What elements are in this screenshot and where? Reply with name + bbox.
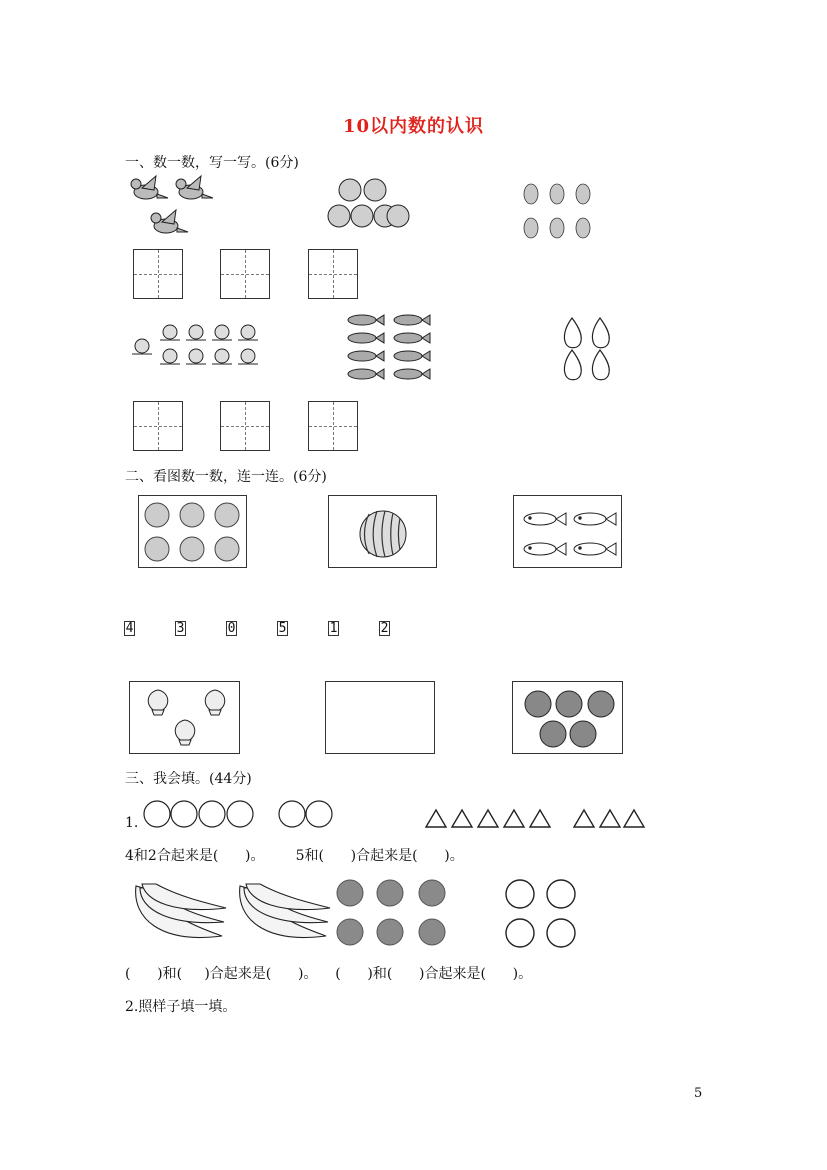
digit-card[interactable]: 5	[278, 621, 287, 636]
apple-icon-group	[513, 682, 624, 755]
triangle-icon-group	[424, 808, 646, 830]
answer-box[interactable]	[308, 401, 358, 451]
fish-icon-group	[514, 496, 623, 569]
digit-card[interactable]: 0	[227, 621, 236, 636]
digit-card[interactable]: 2	[380, 621, 389, 636]
picture-frame	[138, 495, 247, 568]
pear-icon-group	[560, 316, 614, 382]
section-2-heading: 二、看图数一数，连一连。(6分)	[125, 469, 327, 485]
empty-picture-frame	[325, 681, 435, 754]
question-2: 2.照样子填一填。	[125, 999, 237, 1015]
apple-icon-group	[328, 176, 410, 232]
circle-icon-group	[504, 878, 578, 950]
page-number: 5	[694, 1086, 703, 1101]
section-3-heading: 三、我会填。(44分)	[125, 771, 252, 787]
section-1-heading: 一、数一数，写一写。(6分)	[125, 155, 299, 171]
answer-box[interactable]	[220, 401, 270, 451]
bird-icon-group	[128, 174, 223, 240]
picture-frame	[513, 495, 622, 568]
watermelon-icon	[329, 496, 438, 569]
pineapple-icon-group	[520, 181, 594, 243]
question-1-line-2: ( )和( )合起来是( )。 ( )和( )合起来是( )。	[125, 966, 533, 982]
snail-icon-group	[128, 322, 258, 370]
question-1-number: 1.	[125, 815, 139, 831]
digit-card[interactable]: 3	[176, 621, 185, 636]
answer-box[interactable]	[133, 249, 183, 299]
picture-frame	[129, 681, 240, 754]
page-title: 10以内数的认识	[342, 116, 485, 137]
answer-box[interactable]	[133, 401, 183, 451]
question-1-line-1: 4和2合起来是( )。 5和( )合起来是( )。	[125, 848, 464, 864]
digit-card[interactable]: 1	[329, 621, 338, 636]
flower-icon-group	[139, 496, 248, 569]
answer-box[interactable]	[220, 249, 270, 299]
fish-icon-group	[346, 313, 434, 383]
picture-frame	[512, 681, 623, 754]
picture-frame	[328, 495, 437, 568]
banana-icon-group	[130, 878, 335, 953]
peach-icon-group	[130, 682, 241, 755]
digit-card[interactable]: 4	[125, 621, 134, 636]
shaded-circle-icon-group	[336, 879, 448, 947]
answer-box[interactable]	[308, 249, 358, 299]
apple-icon-group	[142, 797, 337, 829]
